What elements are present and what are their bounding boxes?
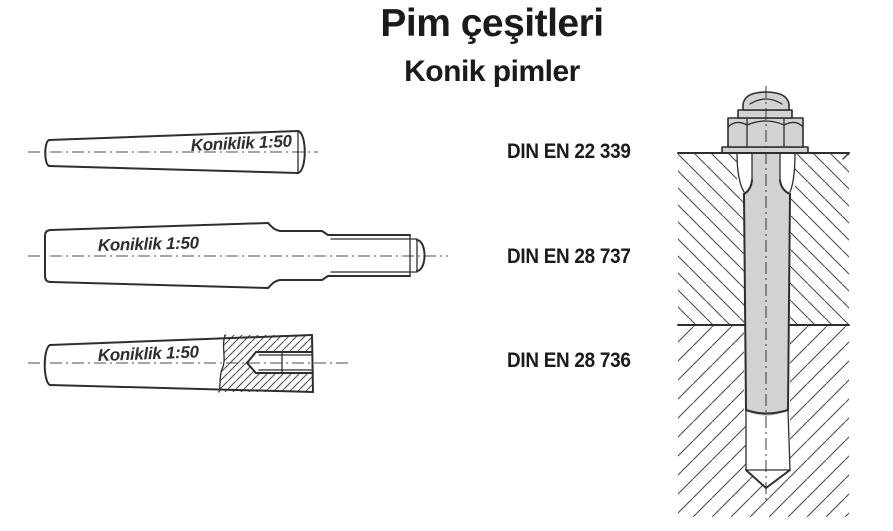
pin-body-fill bbox=[744, 153, 790, 416]
din-standard-label-1: DIN EN 22 339 bbox=[507, 140, 631, 163]
pin-dome-end bbox=[738, 92, 792, 118]
taper-pin-drawing-3 bbox=[20, 325, 360, 405]
din-standard-label-2: DIN EN 28 737 bbox=[507, 245, 631, 268]
pin1-koniklik-label: Koniklik 1:50 bbox=[190, 131, 293, 155]
installed-pin-section-figure bbox=[655, 80, 893, 531]
pin2-koniklik-label: Koniklik 1:50 bbox=[97, 233, 200, 255]
taper-pin-drawing-2 bbox=[20, 212, 460, 302]
pin3-koniklik-label: Koniklik 1:50 bbox=[97, 342, 200, 365]
taper-pin-drawing-1 bbox=[20, 115, 325, 190]
page-title: Pim çeşitleri bbox=[380, 2, 604, 45]
page-subtitle: Konik pimler bbox=[404, 55, 580, 88]
din-standard-label-3: DIN EN 28 736 bbox=[507, 349, 631, 372]
